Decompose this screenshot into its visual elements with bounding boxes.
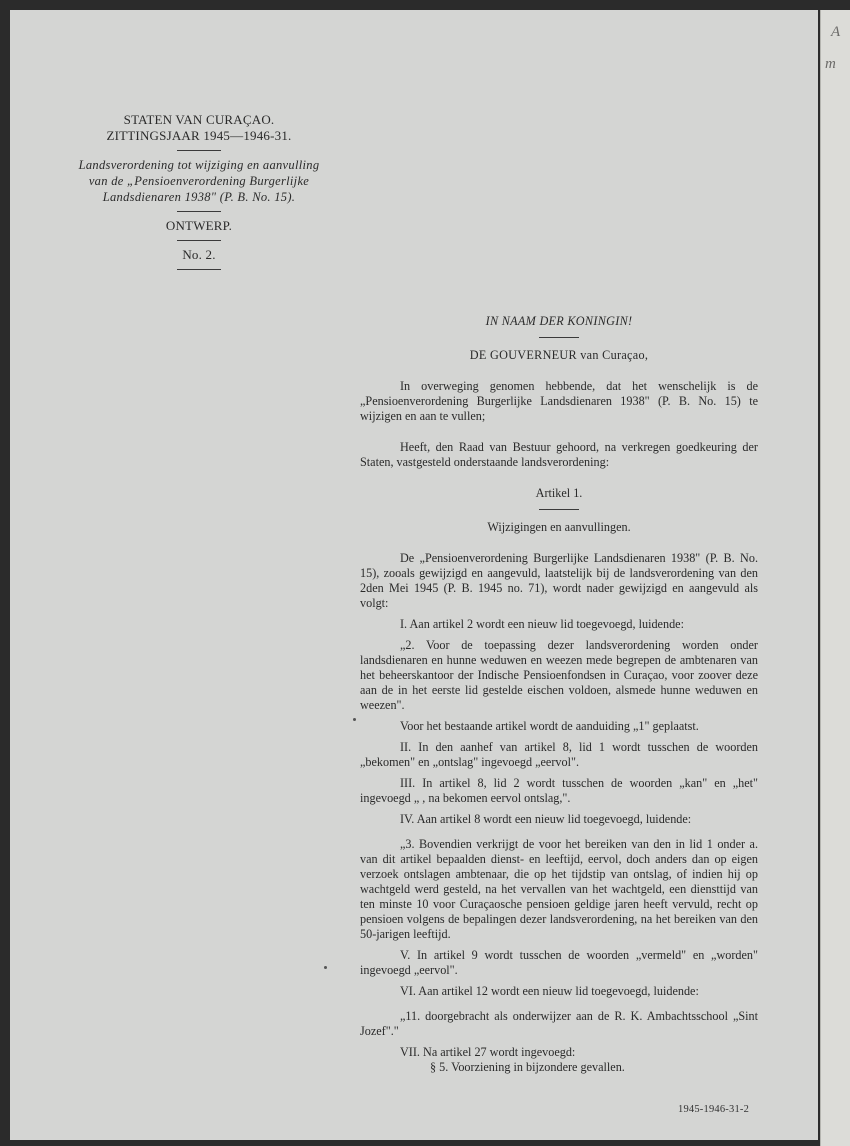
article-rule bbox=[539, 509, 579, 510]
margin-tick bbox=[353, 718, 356, 721]
consideration-paragraph: In overweging genomen hebbende, dat het wenschelijk is de „Pensioenverordening Burgerlijke Landsdienaren 1938" (P. B. No. 15) te wijzigen en aan te vullen; bbox=[360, 379, 758, 423]
article-subtitle: Wijzigingen en aanvullingen. bbox=[487, 520, 631, 534]
paragraph-VI: VI. Aan artikel 12 wordt een nieuw lid toegevoegd, luidende: bbox=[400, 984, 699, 998]
header-type: ONTWERP. bbox=[165, 218, 233, 233]
header-subject-1: Landsverordening tot wijziging en aanvulling bbox=[78, 158, 320, 172]
paragraph-I-quote: „2. Voor de toepassing dezer landsverordening worden onder landsdienaren en hunne weduwen en weezen mede begrepen de ambtenaren van het beheerskantoor der Indische Pensioenfondsen in Curaçao, voor zoover deze aan de in het eerste lid gestelde eischen voldoen, alsmede hunne weduwen en weezen". bbox=[360, 638, 758, 712]
header-rule-1 bbox=[177, 150, 221, 151]
paragraph-III: III. In artikel 8, lid 2 wordt tusschen de woorden „kan" en „het" ingevoegd „ , na bekomen eervol ontslag,". bbox=[360, 776, 758, 805]
paragraph-II: II. In den aanhef van artikel 8, lid 1 wordt tusschen de woorden „bekomen" en „ontslag" ingevoegd „eervol". bbox=[360, 740, 758, 769]
paragraph-IV: IV. Aan artikel 8 wordt een nieuw lid toegevoegd, luidende: bbox=[400, 812, 692, 826]
header-rule-4 bbox=[177, 269, 221, 270]
paragraph-I-note: Voor het bestaande artikel wordt de aanduiding „1" geplaatst. bbox=[400, 719, 699, 733]
article-title: Artikel 1. bbox=[535, 486, 583, 500]
header-rule-2 bbox=[177, 211, 221, 212]
enactment-paragraph: Heeft, den Raad van Bestuur gehoord, na verkregen goedkeuring der Staten, vastgesteld onderstaande landsverordening: bbox=[360, 440, 758, 469]
header-rule-3 bbox=[177, 240, 221, 241]
paragraph-VI-quote: „11. doorgebracht als onderwijzer aan de R. K. Ambachtsschool „Sint Jozef"." bbox=[360, 1009, 758, 1038]
header-subject-3: Landsdienaren 1938" (P. B. No. 15). bbox=[102, 190, 296, 204]
governor-line: DE GOUVERNEUR van Curaçao, bbox=[469, 348, 649, 362]
paragraph-V: V. In artikel 9 wordt tusschen de woorden „vermeld" en „worden" ingevoegd „eervol". bbox=[360, 948, 758, 977]
header-subject-2: van de „Pensioenverordening Burgerlijke bbox=[88, 174, 310, 188]
invocation: IN NAAM DER KONINGIN! bbox=[485, 314, 633, 328]
edge-handwriting-b: m bbox=[825, 56, 836, 72]
header-block bbox=[54, 112, 344, 276]
document-code: 1945-1946-31-2 bbox=[678, 1104, 750, 1115]
paragraph-intro: De „Pensioenverordening Burgerlijke Landsdienaren 1938" (P. B. No. 15), zooals gewijzigd en aangevuld, laatstelijk bij de landsverordening van den 2den Mei 1945 (P. B. 1945 no. 71), wordt nader gewijzigd en aangevuld als volgt: bbox=[360, 551, 758, 610]
edge-handwriting-a: A bbox=[831, 24, 841, 40]
header-number: No. 2. bbox=[182, 247, 216, 262]
paragraph-VII: VII. Na artikel 27 wordt ingevoegd: bbox=[400, 1045, 576, 1059]
ordinance-text bbox=[360, 314, 758, 1075]
adjacent-page-edge bbox=[820, 10, 850, 1146]
paragraph-VII-sub: § 5. Voorziening in bijzondere gevallen. bbox=[430, 1060, 625, 1074]
header-states: STATEN VAN CURAÇAO. bbox=[123, 112, 275, 127]
paragraph-I: I. Aan artikel 2 wordt een nieuw lid toegevoegd, luidende: bbox=[400, 617, 684, 631]
invocation-rule bbox=[539, 337, 579, 338]
margin-tick bbox=[324, 966, 327, 969]
paragraph-IV-quote: „3. Bovendien verkrijgt de voor het bereiken van den in lid 1 onder a. van dit artikel bepaalden dienst- en leeftijd, eervol, doch anders dan op eigen verzoek ontslagen ambtenaar, die op het tijdstip van ontslag, of indien hij op wachtgeld werd gesteld, na het vervallen van het wachtgeld, een diensttijd van ten minste 10 voor Curaçaosche pensioen geldige jaren heeft vervuld, recht op pensioen volgens de bepalingen dezer landsverordening, na het bereiken van den 50-jarigen leeftijd. bbox=[360, 837, 758, 941]
header-session: ZITTINGSJAAR 1945—1946-31. bbox=[106, 128, 292, 143]
